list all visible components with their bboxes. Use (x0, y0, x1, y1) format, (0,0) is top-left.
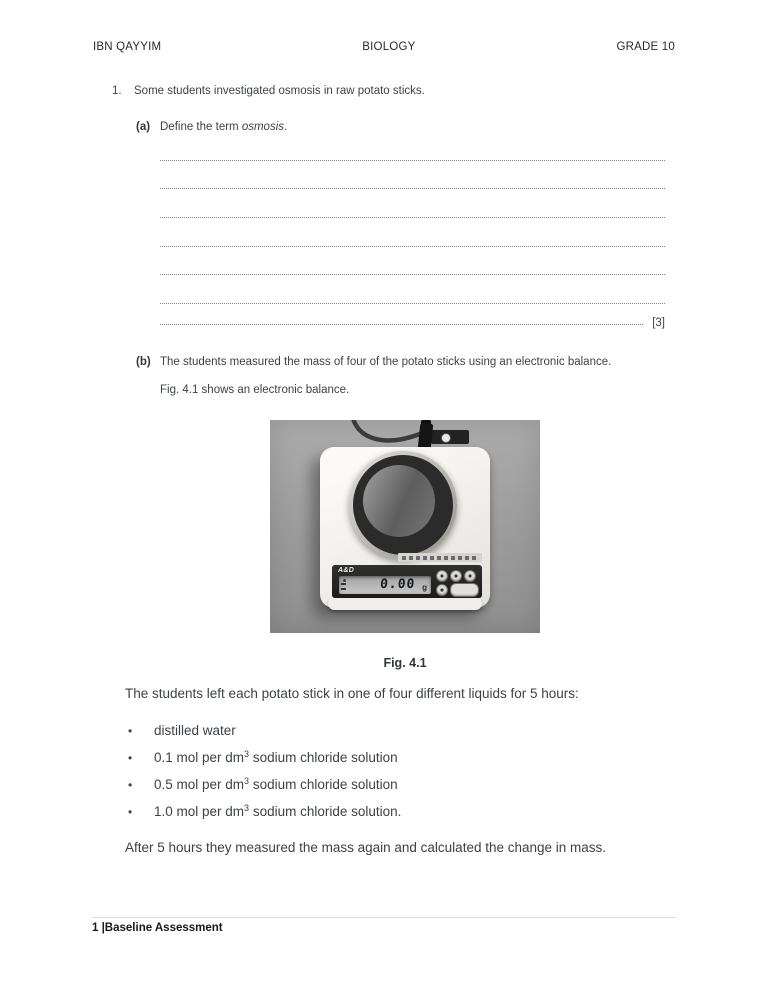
answer-line (160, 247, 665, 276)
balance-button (450, 570, 462, 582)
bullet-item: • 1.0 mol per $dm^3$ sodium chloride solution. (128, 803, 402, 819)
balance-base (328, 597, 482, 610)
header-school: IBN QAYYIM (93, 41, 162, 53)
balance-body (320, 447, 490, 608)
bullet-glyph: • (128, 805, 133, 819)
electronic-balance-photo (270, 420, 540, 633)
weighing-pan-plate (363, 465, 435, 537)
bullet-item (128, 723, 236, 738)
bullet-item: • 0.1 mol per $dm^3$ sodium chloride solution (128, 749, 398, 765)
bullet-glyph: • (128, 751, 133, 765)
lcd-dash (341, 583, 346, 585)
lcd-value: 0.00 (379, 577, 416, 592)
page-header (93, 41, 675, 53)
footer-page-label: 1 |Baseline Assessment (92, 922, 223, 934)
part-a-label: (a) (136, 121, 151, 133)
spec-label-text (402, 556, 478, 560)
lcd-display (339, 576, 431, 594)
part-a-prompt-before: Define the term (160, 121, 242, 133)
marks-badge: [3] (652, 317, 665, 330)
answer-line (160, 297, 643, 326)
footer-divider (92, 917, 676, 918)
answer-line (160, 189, 665, 218)
lcd-unit: g (422, 583, 427, 592)
bullet-text: 0.1 mol per dm (154, 750, 245, 765)
figure-intro-text: Fig. 4.1 shows an electronic balance. (160, 384, 350, 396)
liquids-intro: The students left each potato stick in one of four different liquids for 5 hours: (125, 686, 579, 701)
bullet-text: 0.5 mol per dm (154, 777, 245, 792)
question-intro (112, 85, 425, 97)
bullet-item: • 0.5 mol per $dm^3$ sodium chloride solution (128, 776, 398, 792)
bullet-text: 1.0 mol per dm (154, 804, 245, 819)
part-a-prompt-after: . (284, 121, 288, 133)
figure-caption: Fig. 4.1 (383, 656, 427, 670)
conclusion-text: After 5 hours they measured the mass again and calculated the change in mass. (125, 840, 607, 855)
question-intro-text: Some students investigated osmosis in raw potato sticks. (134, 85, 425, 97)
header-subject: BIOLOGY (362, 41, 416, 53)
part-b-label: (b) (136, 356, 151, 368)
balance-button (436, 570, 448, 582)
answer-lines (160, 132, 665, 304)
header-grade: GRADE 10 (616, 41, 675, 53)
balance-tare-button (450, 583, 479, 597)
answer-line-last (160, 298, 665, 330)
question-number: 1. (112, 85, 122, 97)
bullet-text: distilled water (154, 723, 236, 738)
answer-line (160, 218, 665, 247)
answer-line (160, 161, 665, 190)
bullet-glyph: • (128, 724, 133, 738)
brand-logo: A&D (338, 567, 355, 574)
weighing-pan (349, 451, 457, 559)
lcd-dash (341, 588, 346, 590)
balance-button (436, 584, 448, 596)
balance-button (464, 570, 476, 582)
bullet-glyph: • (128, 778, 133, 792)
part-b-text: The students measured the mass of four of the potato sticks using an electronic balance. (160, 356, 612, 368)
lcd-indicator-dot (343, 579, 346, 582)
control-panel (332, 565, 482, 598)
part-a-prompt-term: osmosis (241, 121, 285, 133)
clamp-bolt (441, 433, 451, 443)
spec-label (398, 553, 482, 562)
answer-line (160, 132, 665, 161)
